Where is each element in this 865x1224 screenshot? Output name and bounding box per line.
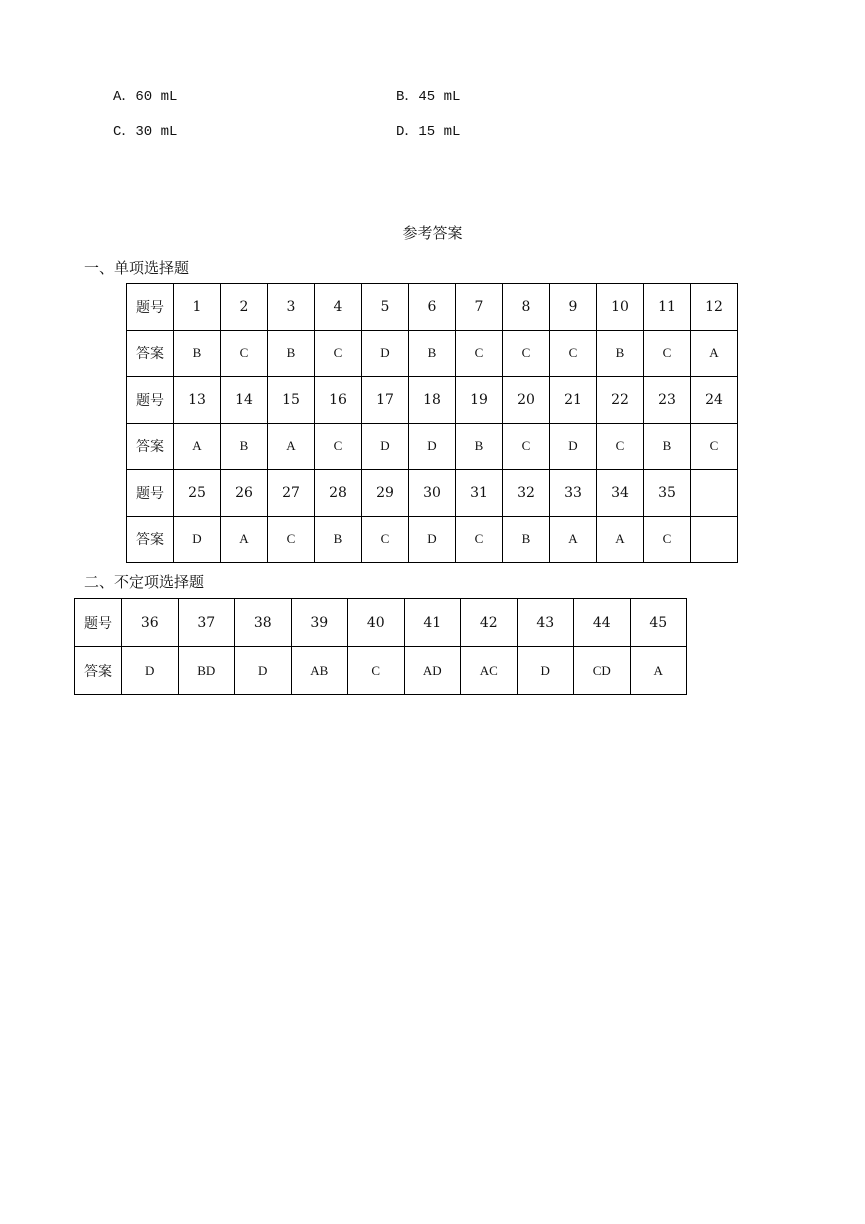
answer-cell <box>691 516 738 563</box>
answer-cell: D <box>122 647 179 695</box>
answer-row <box>127 423 738 470</box>
row-label-question: 题号 <box>127 470 174 517</box>
answer-cell: A <box>550 516 597 563</box>
answer-cell: D <box>362 423 409 470</box>
question-number-cell: 43 <box>517 599 574 647</box>
answer-cell: AC <box>461 647 518 695</box>
answer-cell: C <box>348 647 405 695</box>
question-number-cell: 15 <box>268 377 315 424</box>
answer-cell: B <box>597 330 644 377</box>
answer-cell: A <box>221 516 268 563</box>
answer-cell: B <box>268 330 315 377</box>
question-number-cell: 20 <box>503 377 550 424</box>
question-number-cell: 5 <box>362 284 409 331</box>
row-label-answer: 答案 <box>127 330 174 377</box>
question-number-cell: 35 <box>644 470 691 517</box>
question-number-cell: 33 <box>550 470 597 517</box>
question-number-cell: 11 <box>644 284 691 331</box>
question-number-cell: 6 <box>409 284 456 331</box>
question-number-cell: 10 <box>597 284 644 331</box>
question-number-cell: 27 <box>268 470 315 517</box>
answer-cell: B <box>315 516 362 563</box>
question-number-cell: 45 <box>630 599 687 647</box>
question-number-row <box>127 284 738 331</box>
answer-cell: C <box>315 423 362 470</box>
answer-cell: B <box>221 423 268 470</box>
answer-cell: A <box>268 423 315 470</box>
question-number-cell: 26 <box>221 470 268 517</box>
question-number-cell: 9 <box>550 284 597 331</box>
question-number-cell: 36 <box>122 599 179 647</box>
question-number-row <box>75 599 687 647</box>
answer-row <box>127 516 738 563</box>
option-a: A．60 mL <box>113 89 178 105</box>
answer-cell: C <box>456 330 503 377</box>
question-number-cell: 29 <box>362 470 409 517</box>
answer-cell: B <box>456 423 503 470</box>
question-number-cell: 14 <box>221 377 268 424</box>
question-number-cell: 22 <box>597 377 644 424</box>
row-label-question: 题号 <box>75 599 122 647</box>
answer-cell: D <box>409 516 456 563</box>
question-number-cell: 44 <box>574 599 631 647</box>
question-number-cell: 7 <box>456 284 503 331</box>
answer-cell: D <box>409 423 456 470</box>
question-number-cell: 32 <box>503 470 550 517</box>
question-number-cell: 18 <box>409 377 456 424</box>
answer-cell: C <box>362 516 409 563</box>
question-number-cell: 25 <box>174 470 221 517</box>
answer-key-title: 参考答案 <box>402 224 463 242</box>
single-choice-answer-table <box>126 283 738 563</box>
row-label-answer: 答案 <box>75 647 122 695</box>
option-b: B．45 mL <box>396 89 461 105</box>
row-label-question: 题号 <box>127 284 174 331</box>
answer-cell: C <box>221 330 268 377</box>
question-number-cell: 30 <box>409 470 456 517</box>
answer-cell: C <box>456 516 503 563</box>
section-1-heading: 一、单项选择题 <box>84 259 190 277</box>
answer-cell: C <box>268 516 315 563</box>
question-number-cell: 16 <box>315 377 362 424</box>
answer-cell: D <box>550 423 597 470</box>
answer-cell: C <box>550 330 597 377</box>
answer-cell: C <box>315 330 362 377</box>
answer-cell: CD <box>574 647 631 695</box>
answer-cell: A <box>597 516 644 563</box>
answer-cell: C <box>503 423 550 470</box>
question-number-cell: 34 <box>597 470 644 517</box>
question-number-cell: 28 <box>315 470 362 517</box>
answer-cell: C <box>644 516 691 563</box>
question-number-cell <box>691 470 738 517</box>
answer-cell: D <box>362 330 409 377</box>
question-number-cell: 23 <box>644 377 691 424</box>
question-number-cell: 41 <box>404 599 461 647</box>
answer-cell: D <box>235 647 292 695</box>
answer-cell: C <box>691 423 738 470</box>
question-number-cell: 3 <box>268 284 315 331</box>
section-2-heading: 二、不定项选择题 <box>84 573 205 591</box>
answer-cell: B <box>503 516 550 563</box>
question-number-cell: 21 <box>550 377 597 424</box>
question-number-cell: 38 <box>235 599 292 647</box>
answer-cell: B <box>174 330 221 377</box>
question-number-cell: 40 <box>348 599 405 647</box>
answer-cell: B <box>644 423 691 470</box>
answer-cell: AB <box>291 647 348 695</box>
row-label-answer: 答案 <box>127 423 174 470</box>
question-number-cell: 19 <box>456 377 503 424</box>
question-number-cell: 24 <box>691 377 738 424</box>
question-number-cell: 8 <box>503 284 550 331</box>
multi-choice-answer-table <box>74 598 687 695</box>
option-d: D．15 mL <box>396 124 461 140</box>
row-label-answer: 答案 <box>127 516 174 563</box>
answer-cell: C <box>597 423 644 470</box>
answer-cell: D <box>517 647 574 695</box>
question-number-cell: 12 <box>691 284 738 331</box>
question-number-cell: 13 <box>174 377 221 424</box>
question-number-cell: 31 <box>456 470 503 517</box>
question-number-row <box>127 377 738 424</box>
row-label-question: 题号 <box>127 377 174 424</box>
answer-row <box>127 330 738 377</box>
question-number-cell: 37 <box>178 599 235 647</box>
question-number-row <box>127 470 738 517</box>
question-number-cell: 42 <box>461 599 518 647</box>
answer-cell: BD <box>178 647 235 695</box>
answer-cell: A <box>630 647 687 695</box>
answer-cell: C <box>644 330 691 377</box>
question-number-cell: 1 <box>174 284 221 331</box>
answer-cell: D <box>174 516 221 563</box>
answer-row <box>75 647 687 695</box>
answer-cell: A <box>174 423 221 470</box>
question-number-cell: 39 <box>291 599 348 647</box>
option-c: C．30 mL <box>113 124 178 140</box>
answer-cell: B <box>409 330 456 377</box>
question-number-cell: 2 <box>221 284 268 331</box>
question-number-cell: 17 <box>362 377 409 424</box>
answer-cell: A <box>691 330 738 377</box>
answer-cell: AD <box>404 647 461 695</box>
answer-cell: C <box>503 330 550 377</box>
question-number-cell: 4 <box>315 284 362 331</box>
